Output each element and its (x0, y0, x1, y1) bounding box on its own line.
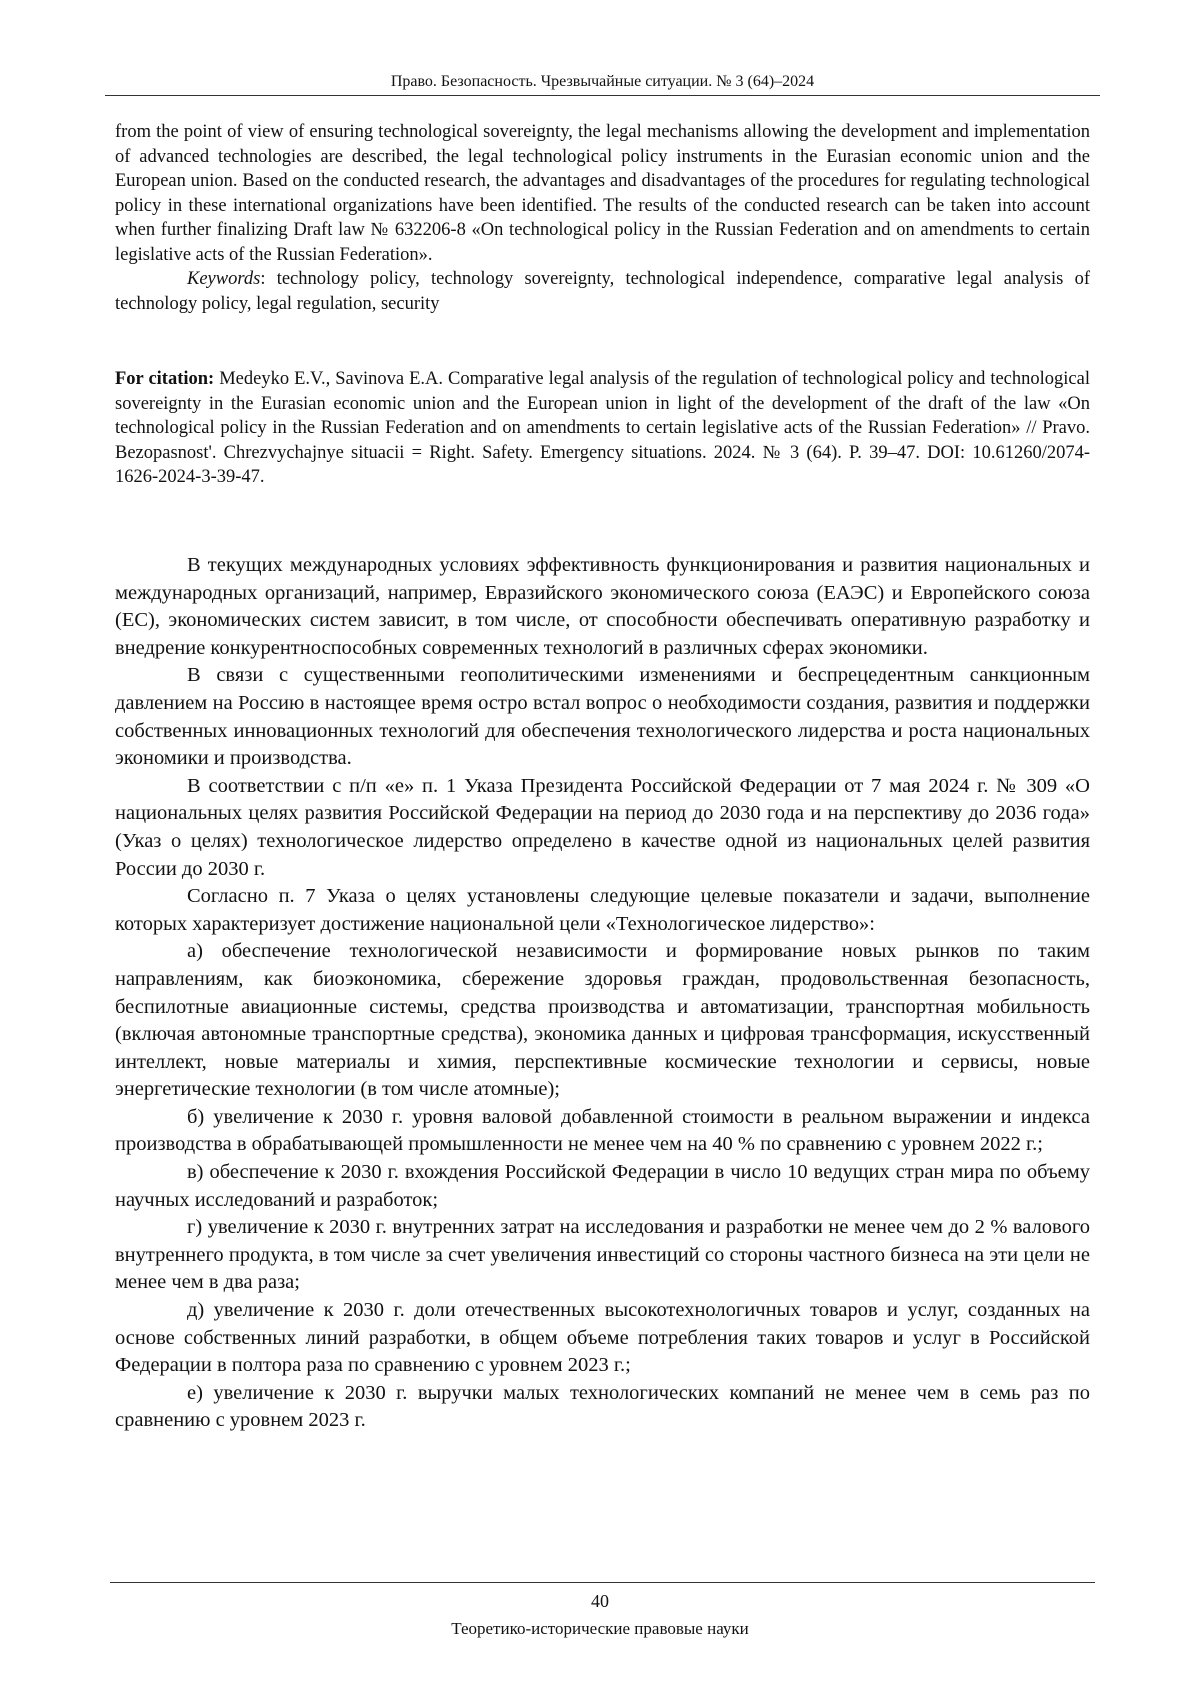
citation-paragraph (115, 367, 1090, 490)
list-item-d: д) увеличение к 2030 г. доли отечественных высокотехнологичных товаров и услуг, созданных на основе собственных линий разработки, в общем объеме потребления таких товаров и услуг в Российской Федерации в полтора раза по сравнению с уровнем 2023 г.; (115, 1299, 1090, 1377)
article-body (115, 552, 1090, 1435)
citation-block (115, 367, 1090, 490)
citation-text: Medeyko E.V., Savinova E.A. Comparative legal analysis of the regulation of technological policy and technological sovereignty in the Eurasian economic union and the European union in light of the development of the draft of the law «On technological policy in the Russian Federation and on amendments to certain legislative acts of the Russian Federation» // Pravo. Bezopasnost'. Chrezvychajnye situacii = Right. Safety. Emergency situations. 2024. № 3 (64). P. 39–47. DOI: 10.61260/2074-1626-2024-3-39-47. (115, 369, 1090, 487)
list-item-g: г) увеличение к 2030 г. внутренних затрат на исследования и разработки не менее чем до 2 % валового внутреннего продукта, в том числе за счет увеличения инвестиций со стороны частного бизнеса на эти цели не менее чем в два раза; (115, 1216, 1090, 1294)
keywords-line (115, 267, 1090, 316)
body-paragraph: В соответствии с п/п «е» п. 1 Указа Президента Российской Федерации от 7 мая 2024 г. № 309 «О национальных целях развития Российской Федерации на период до 2030 года и на перспективу до 2036 года» (Указ о целях) технологическое лидерство определено в качестве одной из национальных целей развития России до 2030 г. (115, 774, 1090, 880)
abstract-continuation (115, 120, 1090, 316)
body-paragraph: Согласно п. 7 Указа о целях установлены следующие целевые показатели и задачи, выполнение которых характеризует достижение национальной цели «Технологическое лидерство»: (115, 885, 1090, 935)
list-item-e: е) увеличение к 2030 г. выручки малых технологических компаний не менее чем в семь раз по сравнению с уровнем 2023 г. (115, 1381, 1090, 1432)
page-number: 40 (591, 1591, 609, 1611)
keywords-label: Keywords (187, 269, 261, 289)
list-item-v: в) обеспечение к 2030 г. вхождения Российской Федерации в число 10 ведущих стран мира по объему научных исследований и разработок; (115, 1161, 1090, 1211)
keywords-list: : technology policy, technology sovereignty, technological independence, comparative legal analysis of technology policy, legal regulation, security (115, 269, 1090, 314)
footer-divider (110, 1582, 1095, 1583)
list-item-b: б) увеличение к 2030 г. уровня валовой добавленной стоимости в реальном выражении и индекса производства в обрабатывающей промышленности не менее чем на 40 % по сравнению с уровнем 2022 г.; (115, 1105, 1090, 1156)
citation-label: For citation: (115, 369, 215, 389)
abstract-text: from the point of view of ensuring technological sovereignty, the legal mechanisms allowing the development and implementation of advanced technologies are described, the legal technological policy instruments in the Eurasian economic union and the European union. Based on the conducted research, the advantages and disadvantages of the procedures for regulating technological policy in these international organizations have been identified. The results of the conducted research can be taken into account when further finalizing Draft law № 632206-8 «On technological policy in the Russian Federation and on amendments to certain legislative acts of the Russian Federation». (115, 122, 1090, 265)
body-paragraph: В связи с существенными геополитическими изменениями и беспрецедентным санкционным давлением на Россию в настоящее время остро встал вопрос о необходимости создания, развития и поддержки собственных инновационных технологий для обеспечения технологического лидерства и роста национальных экономики и производства. (115, 664, 1090, 770)
running-footer-section: Теоретико-исторические правовые науки (451, 1619, 749, 1638)
list-item-a: а) обеспечение технологической независимости и формирование новых рынков по таким направлениям, как биоэкономика, сбережение здоровья граждан, продовольственная безопасность, беспилотные авиационные системы, средства производства и автоматизации, транспортная мобильность (включая автономные транспортные средства), экономика данных и цифровая трансформация, искусственный интеллект, новые материалы и химия, перспективные космические технологии и сервисы, новые энергетические технологии (в том числе атомные); (115, 940, 1090, 1101)
running-header: Право. Безопасность. Чрезвычайные ситуации. № 3 (64)–2024 (105, 72, 1100, 96)
body-paragraph: В текущих международных условиях эффективность функционирования и развития национальных и международных организаций, например, Евразийского экономического союза (ЕАЭС) и Европейского союза (ЕС), экономических систем зависит, в том числе, от способности обеспечивать оперативную разработку и внедрение конкурентноспособных современных технологий в различных сферах экономики. (115, 554, 1090, 659)
